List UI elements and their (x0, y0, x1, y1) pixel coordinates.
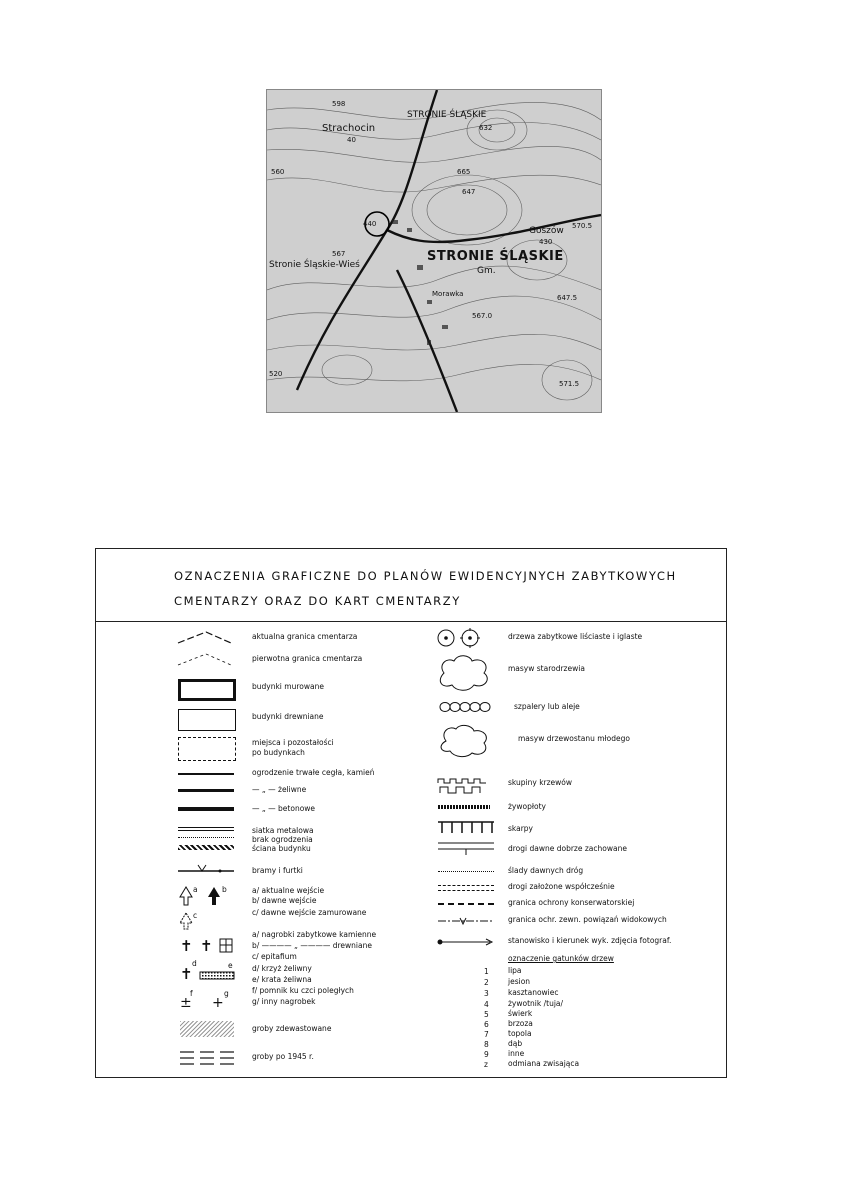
concrete-fence-symbol (178, 807, 234, 811)
slope-symbol (436, 819, 498, 835)
symbol-letter-a: a (193, 885, 198, 894)
post-1945-graves-symbol (178, 1049, 240, 1067)
original-boundary-symbol (176, 651, 236, 667)
brick-fence-symbol (178, 773, 234, 775)
species-number: 8 (484, 1040, 489, 1049)
walled-entrance-symbol (178, 911, 202, 931)
alley-symbol (436, 699, 498, 715)
shrubs-symbol (436, 775, 498, 797)
legend-right-10: granica ochrony konserwatorskiej (508, 898, 635, 907)
species-number: 4 (484, 1000, 489, 1009)
symbol-letter-b: b (222, 885, 227, 894)
legend-right-9: drogi założone współcześnie (508, 882, 615, 891)
legend-right-2: szpalery lub aleje (514, 702, 580, 711)
legend-right-12: stanowisko i kierunek wyk. zdjęcia fotograf. (508, 936, 672, 945)
no-fence-symbol (178, 837, 234, 838)
legend-left-3: budynki drewniane (252, 712, 324, 721)
map-number: 440 (363, 220, 377, 228)
legend-left-19: d/ krzyż żeliwny (252, 964, 312, 973)
map-label-morawka: Morawka (432, 290, 464, 298)
old-roads-symbol (436, 839, 498, 857)
entrance-arrows-symbol (178, 885, 238, 907)
map-number: 430 (539, 238, 553, 246)
svg-text:+: + (212, 995, 224, 1011)
symbol-letter-c: c (193, 911, 198, 920)
legend-left-22: g/ inny nagrobek (252, 997, 316, 1006)
legend-left-7: — „ — żeliwne (252, 785, 307, 794)
tombstones-symbol (178, 935, 240, 957)
masonry-building-symbol (178, 679, 236, 701)
road-traces-symbol (438, 871, 494, 872)
legend-title-area (96, 549, 726, 622)
legend-left-8: — „ — betonowe (252, 804, 316, 813)
legend-right-0: drzewa zabytkowe liściaste i iglaste (508, 632, 643, 641)
legend-left-15: c/ dawne wejście zamurowane (252, 908, 367, 917)
species-number: 1 (484, 967, 489, 976)
cast-iron-fence-symbol (178, 789, 234, 792)
legend-right-7: drogi dawne dobrze zachowane (508, 844, 627, 853)
map-number: 567 (332, 250, 346, 258)
legend-right-5: żywopłoty (508, 802, 546, 811)
species-number: z (484, 1060, 488, 1069)
building-wall-symbol (178, 845, 234, 850)
legend-right-4: skupiny krzewów (508, 778, 573, 787)
symbol-letter-e: e (228, 961, 233, 970)
legend-left-2: budynki murowane (252, 682, 324, 691)
map-number: 632 (479, 124, 493, 132)
wooden-building-symbol (178, 709, 236, 731)
topographic-map (266, 89, 602, 413)
photo-position-symbol (436, 935, 498, 949)
map-label-stronie-main: STRONIE ŚLĄSKIE (427, 249, 564, 264)
legend-left-11: ściana budynku (252, 844, 311, 853)
legend-left-9: siatka metalowa (252, 826, 314, 835)
legend-left-14: b/ dawne wejście (252, 896, 317, 905)
monument-symbol (178, 991, 240, 1013)
map-number: 560 (271, 168, 285, 176)
species-number: 7 (484, 1030, 489, 1039)
species-name: żywotnik /tuja/ (508, 999, 564, 1008)
map-number: 567.0 (472, 312, 493, 320)
legend-left-6: ogrodzenie trwałe cegła, kamień (252, 768, 375, 777)
legend-left-24: groby po 1945 r. (252, 1052, 314, 1061)
map-number: 647 (462, 188, 476, 196)
symbol-letter-f: f (190, 989, 193, 998)
gates-symbol (176, 863, 238, 877)
species-name: kasztanowiec (508, 988, 559, 997)
species-name: topola (508, 1029, 532, 1038)
species-name: odmiana zwisająca (508, 1059, 580, 1068)
legend-left-0: aktualna granica cmentarza (252, 632, 358, 641)
species-name: brzoza (508, 1019, 533, 1028)
map-number: 598 (332, 100, 346, 108)
legend-right-1: masyw starodrzewia (508, 664, 585, 673)
svg-text:✝: ✝ (180, 965, 193, 983)
species-number: 2 (484, 978, 489, 987)
legend-left-20: e/ krata żeliwna (252, 975, 312, 984)
svg-text:✝: ✝ (180, 937, 193, 955)
map-label-goszow: Goszów (529, 226, 564, 236)
young-stand-symbol (436, 721, 498, 761)
species-name: jesion (508, 977, 531, 986)
svg-text:±: ± (180, 995, 192, 1011)
modern-roads-symbol (438, 885, 494, 891)
legend-right-11: granica ochr. zewn. powiązań widokowych (508, 915, 667, 924)
legend-left-17: b/ ———— „ ———— drewniane (252, 941, 372, 950)
map-number: 520 (269, 370, 283, 378)
old-stand-symbol (436, 653, 498, 693)
legend-left-16: a/ nagrobki zabytkowe kamienne (252, 930, 377, 939)
symbol-letter-g: g (224, 989, 229, 998)
symbol-letter-d: d (192, 959, 197, 968)
legend-left-1: pierwotna granica cmentarza (252, 654, 363, 663)
legend-left-21: f/ pomnik ku czci poległych (252, 986, 354, 995)
species-title: oznaczenie gatunków drzew (508, 954, 614, 963)
legend-left-18: c/ epitafium (252, 952, 297, 961)
species-number: 9 (484, 1050, 489, 1059)
species-number: 6 (484, 1020, 489, 1029)
species-number: 5 (484, 1010, 489, 1019)
svg-text:✝: ✝ (200, 937, 213, 955)
legend-right-6: skarpy (508, 824, 533, 833)
legend-left-23: groby zdewastowane (252, 1024, 332, 1033)
legend-left-4: miejsca i pozostałości (252, 738, 334, 747)
heritage-trees-symbol (436, 627, 498, 649)
map-number: 571.5 (559, 380, 580, 388)
map-number: 40 (347, 136, 356, 144)
legend-right-8: ślady dawnych dróg (508, 866, 584, 875)
protection-boundary-symbol (438, 903, 494, 905)
species-name: lipa (508, 966, 522, 975)
map-number: 570.5 (572, 222, 593, 230)
map-label-strachocin: Strachocin (322, 123, 376, 134)
map-label-gm: Gm. (477, 266, 496, 276)
legend-left-12: bramy i furtki (252, 866, 303, 875)
legend-title-line2: CMENTARZY ORAZ DO KART CMENTARZY (174, 594, 461, 608)
map-label-stronie-top: STRONIE ŚLĄSKIE (407, 110, 487, 120)
species-number: 3 (484, 989, 489, 998)
legend-left-5: po budynkach (252, 748, 305, 757)
current-boundary-symbol (176, 629, 236, 645)
map-number: 647.5 (557, 294, 578, 302)
hedge-symbol (438, 805, 490, 809)
map-number: 665 (457, 168, 471, 176)
devastated-graves-symbol (180, 1021, 234, 1037)
species-name: inne (508, 1049, 525, 1058)
species-name: świerk (508, 1009, 533, 1018)
species-name: dąb (508, 1039, 523, 1048)
legend-title-line1: OZNACZENIA GRAFICZNE DO PLANÓW EWIDENCYJNYCH ZABYTKOWYCH (174, 569, 677, 583)
view-boundary-symbol (436, 915, 498, 927)
map-label-stronie-wies: Stronie Śląskie-Wieś (269, 260, 360, 270)
legend-left-10: brak ogrodzenia (252, 835, 313, 844)
metal-mesh-symbol (178, 827, 234, 831)
legend-box (95, 548, 727, 1078)
building-remains-symbol (178, 737, 236, 761)
legend-right-3: masyw drzewostanu młodego (518, 734, 630, 743)
legend-left-13: a/ aktualne wejście (252, 886, 325, 895)
